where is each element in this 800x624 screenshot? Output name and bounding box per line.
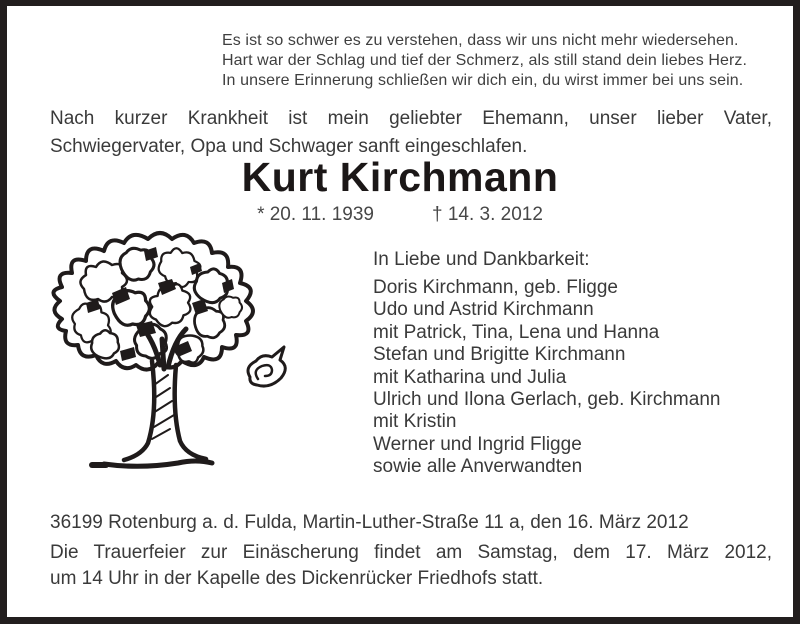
funeral-info	[50, 540, 772, 592]
mourner-line: Doris Kirchmann, geb. Fligge	[373, 277, 618, 298]
announcement-line: Nach kurzer Krankheit ist mein geliebter Ehemann, unser lieber Vater,	[50, 108, 772, 129]
mourner-line: sowie alle Anverwandten	[373, 456, 583, 478]
falling-leaf-icon	[248, 347, 285, 386]
dedication-line: In Liebe und Dankbarkeit:	[373, 249, 590, 270]
verse-line: In unsere Erinnerung schließen wir dich ein, du wirst immer bei uns sein.	[222, 72, 744, 89]
verse-line: Hart war der Schlag und tief der Schmerz, als still stand dein liebes Herz.	[222, 52, 748, 69]
obituary-notice	[7, 6, 793, 617]
life-dates	[7, 203, 793, 227]
address-date-line: 36199 Rotenburg a. d. Fulda, Martin-Luther-Straße 11 a, den 16. März 2012	[50, 512, 689, 533]
tree-illustration	[40, 227, 330, 492]
mourner-line: Stefan und Brigitte Kirchmann	[373, 344, 626, 366]
tree-trunk	[124, 361, 206, 460]
announcement-paragraph	[50, 105, 772, 161]
mourner-line: Udo und Astrid Kirchmann	[373, 299, 594, 321]
mourner-line: mit Patrick, Tina, Lena und Hanna	[373, 321, 660, 343]
verse-line: Es ist so schwer es zu verstehen, dass wir uns nicht mehr wiedersehen.	[222, 32, 739, 49]
mourner-line: Werner und Ingrid Fligge	[373, 433, 582, 455]
death-date: † 14. 3. 2012	[431, 204, 543, 225]
announcement-line: Schwiegervater, Opa und Schwager sanft eingeschlafen.	[50, 136, 528, 157]
funeral-line: um 14 Uhr in der Kapelle des Dickenrücker Friedhofs statt.	[50, 568, 544, 589]
mourner-line: mit Kristin	[373, 411, 457, 433]
mourners-block	[373, 249, 720, 479]
deceased-name: Kurt Kirchmann	[241, 154, 559, 200]
mourner-list	[373, 277, 720, 479]
memorial-verse	[222, 31, 747, 91]
mourner-line: Ulrich und Ilona Gerlach, geb. Kirchmann	[373, 389, 721, 411]
mourner-line: mit Katharina und Julia	[373, 366, 567, 388]
ground-line	[92, 461, 212, 466]
funeral-line: Die Trauerfeier zur Einäscherung findet am Samstag, dem 17. März 2012,	[50, 542, 772, 563]
birth-date: * 20. 11. 1939	[257, 204, 374, 225]
